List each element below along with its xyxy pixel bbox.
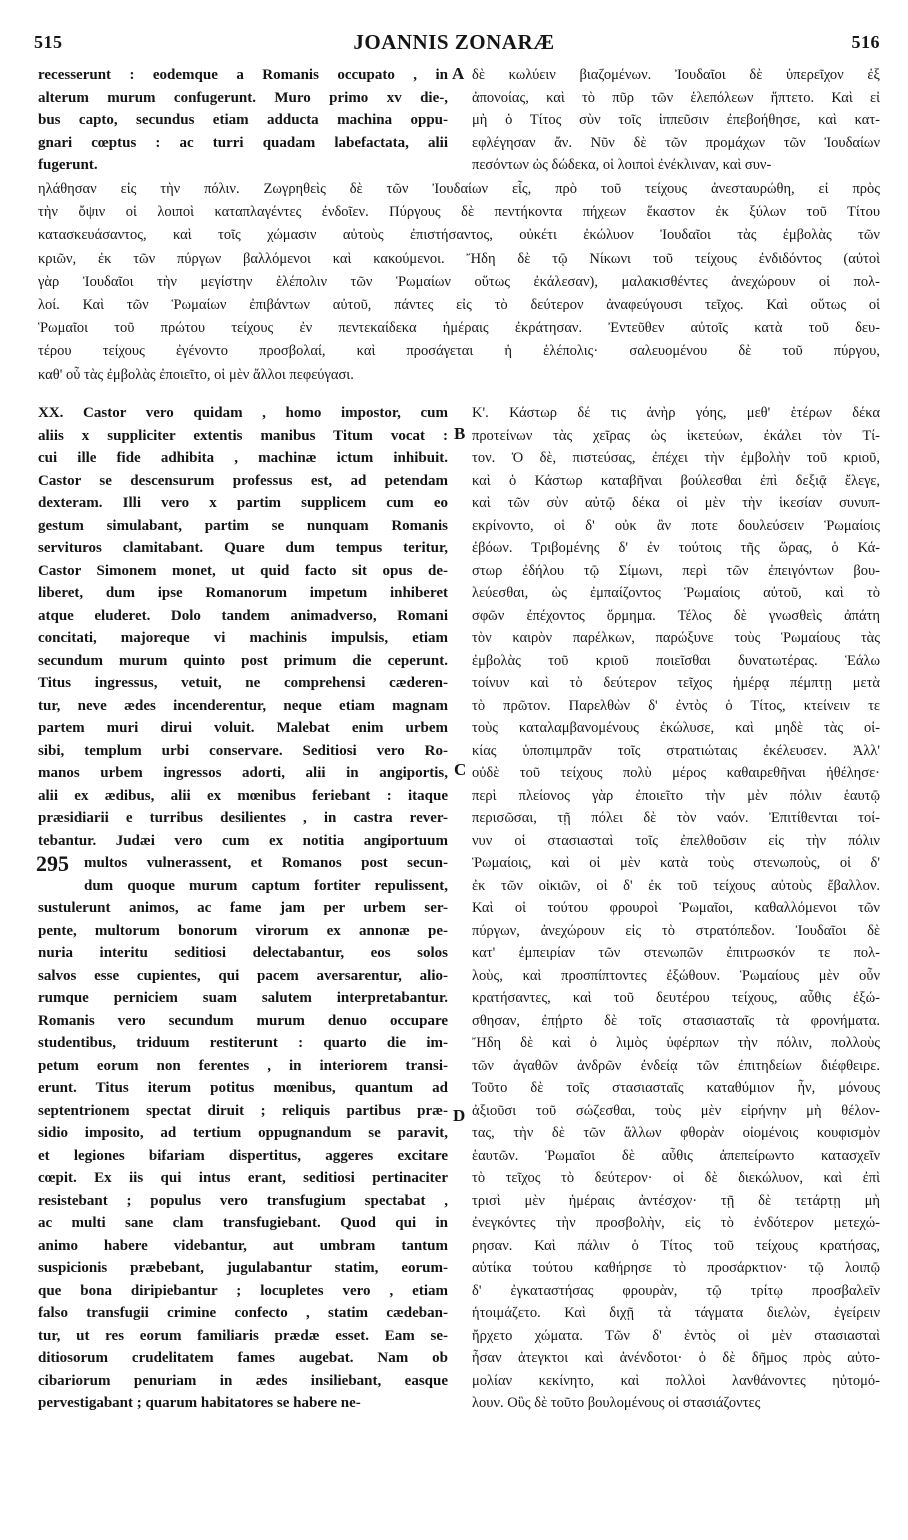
latin-line: resistebant ; populus vero transfugium spectabat , — [38, 1192, 448, 1209]
full-width-greek-block — [38, 178, 880, 387]
greek-line: τας, τὴν δὲ τῶν ἄλλων φθορὰν οἰομένοις κουφισμὸν — [472, 1125, 880, 1141]
latin-line: tebantur. Judæi vero cum ex notitia angiportuum — [38, 832, 448, 849]
greek-line: ἡτοιμάζετο. Καὶ διχῇ τὰ τάγματα διελὼν, ἐγείρειν — [472, 1305, 880, 1321]
latin-line: salvos esse cupientes, qui pacem aversarentur, alio- — [38, 967, 448, 984]
greek-line: προτείνων τὰς χεῖρας ὡς ἱκετεύων, ἐκάλει τὸν Τί- — [472, 427, 880, 444]
greek-line: ἦσαν ἀτεγκτοι καὶ ἀνένδοτοι· ὁ δὲ δῆμος πρὸς αὐτο- — [472, 1350, 880, 1366]
latin-line: alii ex ædibus, alii ex mœnibus feriebant : itaque — [38, 787, 448, 804]
margin-marker-d: D — [453, 1106, 466, 1125]
greek-line: ἐβόων. Τριβομένης δ' ἐν τούτοις τῆς ὥρας, ὁ Κά- — [472, 540, 880, 556]
greek-line: Ἤδη δὲ καὶ ὁ λιμὸς ὑφέρπων τὴν πόλιν, πολλοὺς — [472, 1035, 880, 1051]
greek-line: κριῶν, ἐκ τῶν πύργων βαλλόμενοι καὶ κακούμενοι. Ἤδη δὲ τῷ Νίκωνι τοῦ τείχους ἐνδιδόντος (αὐτοὶ — [38, 250, 880, 267]
greek-line: στωρ ἐδήλου τῷ Σίμωνι, περὶ τῶν ἐπειγόντων βου- — [472, 562, 880, 579]
latin-line: gnari cœptus : ac turri quadam labefactata, alii — [38, 134, 448, 151]
margin-marker-c: C — [454, 760, 467, 779]
greek-line: τοὺς καταλαμβανομένους ἐκώλυσε, καὶ μηδὲ τὰς οἰ- — [472, 720, 880, 736]
greek-line: τὸ πρῶτον. Παρελθὼν δ' ἐντὸς ὁ Τίτος, κτείνειν τε — [472, 697, 880, 714]
latin-line: ac multi sane clam transfugiebant. Quod qui in — [38, 1215, 448, 1231]
latin-line: suspicionis præbebant, jugulabantur statim, eorum- — [38, 1260, 448, 1276]
greek-line: Τοῦτο δὲ τοῖς στασιασταῖς καταθύμιον ἦν, μόνους — [472, 1080, 880, 1096]
greek-line: κατ' ἐμπειρίαν τῶν στενωπῶν ἐπιτρωσκόν τε πολ- — [472, 945, 880, 961]
latin-line: alterum murum confugerunt. Muro primo xv die-, — [38, 89, 448, 106]
latin-line: falso transfugii crimine confecto , statim cædeban- — [38, 1305, 448, 1321]
latin-line: que bona diripiebantur ; locupletes vero , etiam — [38, 1282, 448, 1299]
latin-line: secundum murum quinto post primum die ceperunt. — [38, 652, 448, 669]
greek-line: σθησαν, ἐπῄρτο δὲ τοῖς στασιασταῖς τὰ φρονήματα. — [472, 1012, 880, 1029]
running-title: JOANNIS ZONARÆ — [353, 30, 555, 54]
latin-line: cibariorum penuriam in ædes insiliebant, easque — [38, 1372, 448, 1389]
latin-line: nuria interitu seditiosi delectabantur, eos solos — [38, 945, 448, 961]
greek-line: ἐμβολὰς τοῦ κριοῦ ποιεῖσθαι δυνατωτέρας. Ἑάλω — [472, 652, 880, 669]
latin-line: Castor Simonem monet, ut quid facto sit opus de- — [38, 562, 448, 579]
latin-line: Castor se descensurum professus est, ad petendam — [38, 472, 448, 489]
greek-line: ἤρχετο χώματα. Τῶν δ' ἐντὸς οἱ μὲν στασιασταὶ — [472, 1327, 880, 1344]
greek-line: εφλέγησαν ἄν. Νῦν δὲ τῶν προμάχων τῶν Ἰουδαίων — [472, 134, 880, 151]
greek-line: Καὶ οἱ τούτου φρουροὶ Ῥωμαῖοι, καθαλλόμενοι τῶν — [472, 900, 880, 916]
greek-line: πύργων, ἀνεχώρουν εἰς τὸ στρατόπεδον. Ἰουδαῖοι δὲ — [472, 922, 880, 939]
latin-line: gestum simulabant, partim se nunquam Romanis — [38, 517, 448, 534]
greek-line: Κ'. Κάστωρ δέ τις ἀνὴρ γόης, μεθ' ἑτέρων δέκα — [472, 405, 880, 421]
latin-line: pente, multorum bonorum virorum ex annonæ pe- — [38, 922, 448, 939]
greek-line: νυν οἱ στασιασταὶ τοῖς ἐπελθοῦσιν εἰς τὴν πόλιν — [472, 832, 880, 849]
margin-marker-b: B — [454, 424, 466, 443]
page-number-left: 515 — [34, 32, 63, 52]
greek-line: δὲ κωλύειν βιαζομένων. Ἰουδαῖοι δὲ ὑπερεῖχον ἐξ — [472, 67, 880, 83]
latin-line: fugerunt. — [38, 157, 98, 173]
greek-line: ρησαν. Καὶ πάλιν ὁ Τίτος τοῦ τείχους κρατήσας, — [472, 1237, 880, 1254]
greek-line: λουν. Οὓς δὲ τοῦτο βουλομένους οἱ στασιάζοντες — [472, 1395, 761, 1411]
latin-line: rumque perniciem suam salutem interpretabantur. — [38, 990, 448, 1006]
greek-body-column — [472, 402, 880, 1415]
top-latin-column — [38, 64, 448, 177]
greek-line: οὐδὲ τοῦ τείχους πολὺ μέρος καθαιρεθῆναι ἠθέλησε· — [472, 765, 880, 781]
latin-line: petum eorum non ferentes , in interiorem transi- — [38, 1057, 448, 1074]
latin-line: dum quoque murum captum fortiter repulissent, — [84, 877, 448, 894]
latin-line: dexteram. Illi vero x partim supplicem cum eo — [38, 495, 448, 511]
greek-line: τὸν καιρὸν παρέλκων, παρώξυνε τοὺς Ῥωμαίους τὰς — [472, 630, 880, 646]
greek-line: σφῶν ἐπέχοντος ὅρμημα. Τέλος δὲ γνωσθεὶς ἀπάτη — [472, 607, 880, 624]
greek-line: καὶ τῶν σὺν αὐτῷ δέκα οἱ μὲν τὴν ἱκεσίαν συνυπ- — [472, 495, 880, 511]
greek-line: τὸ τεῖχος τὸ δεύτερον· οἱ δὲ διεκώλυον, καὶ ἐπὶ — [472, 1170, 880, 1186]
greek-line: τον. Ὁ δὲ, πιστεύσας, ἐπέχει τὴν ἐμβολὴν τοῦ κριοῦ, — [472, 450, 880, 466]
latin-line: sidio imposito, ad tertium oppugnandum se paravit, — [38, 1125, 448, 1141]
greek-line: κατασκευάσαντος, καὶ τοῖς χώμασιν αὐτοὺς ἐπιστήσαντος, οὐκέτι ἐκώλυον Ἰουδαῖοι τὰς ἐμβολὰς τῶν — [38, 227, 880, 244]
page-number-right: 516 — [851, 32, 880, 52]
top-greek-column — [472, 64, 880, 177]
greek-line: ἀξιοῦσι τοῦ σώζεσθαι, τοὺς μὲν εἰρήνην μὴ θέλον- — [472, 1102, 880, 1119]
latin-line: liberet, dum ipse Romanorum impetum inhiberet — [38, 585, 448, 601]
latin-line: manos urbem ingressos adorti, alii in angiportis, — [38, 765, 448, 781]
greek-line: εκρίνοντο, οἱ δ' οὐκ ἂν ποτε δουλεύσειν Ῥωμαίοις — [472, 517, 880, 534]
latin-line: XX. Castor vero quidam , homo impostor, cum — [38, 405, 448, 421]
latin-line: sustulerunt animos, ac fame jam per urbem ser- — [38, 900, 448, 916]
greek-line: ἀπονοίας, καὶ τὸ πῦρ τῶν ἑλεπόλεων ἥπτετο. Καὶ εἰ — [472, 89, 880, 106]
latin-line: cui ille fide adhibita , machinæ ictum inhibuit. — [38, 450, 448, 466]
greek-line: ἐνεγκόντες τὴν προσβολὴν, εἰς τὸ ἐνδότερον μετεχώ- — [472, 1215, 880, 1231]
greek-line: λεύεσθαι, ὡς ἐμπαίζοντος Ῥωμαίοις αὐτοῦ, καὶ τὸ — [472, 585, 880, 601]
latin-line: præsidiarii e turribus desilientes , in castra rever- — [38, 810, 448, 826]
latin-line: aliis x suppliciter extentis manibus Titum vocat : — [38, 427, 448, 444]
greek-line: τέρου τείχους ἐγένοντο προσβολαί, καὶ προσάγεται ἡ ἑλέπολις· σαλευομένου δὲ τοῦ πύργου, — [38, 343, 880, 360]
latin-line: multos vulnerassent, et Romanos post secun- — [84, 855, 448, 871]
greek-line: ἑαυτῶν. Ῥωμαῖοι δὲ αὖθις ἀπεπείρωντο κατασχεῖν — [472, 1147, 880, 1164]
side-page-number: 295 — [36, 851, 69, 876]
latin-line: recesserunt : eodemque a Romanis occupato , in — [38, 67, 448, 83]
latin-line: studentibus, triduum restiterunt : quarto die im- — [38, 1035, 448, 1051]
latin-line: partem muri dirui voluit. Malebat enim urbem — [38, 720, 448, 736]
latin-line: concitati, majoreque vi machinis impulsis, etiam — [38, 630, 448, 646]
greek-line: λοὺς, καὶ προσπίπτοντες ἐξώθουν. Ῥωμαίους μὲν οὖν — [472, 967, 880, 984]
latin-line: et legiones bifariam dispertitus, aggeres excitare — [38, 1147, 448, 1164]
greek-line: πεσόντων ὡς δώδεκα, οἱ λοιποὶ ἐνέκλιναν, καὶ συν- — [472, 157, 772, 173]
latin-line: septentrionem spectat diruit ; reliquis partibus præ- — [38, 1102, 448, 1119]
greek-line: μολίαν κεκίνητο, καὶ πολλοὶ λανθάνοντες ηὐτομό- — [472, 1372, 880, 1389]
latin-line: atque eluderet. Dolo tandem animadverso, Romani — [38, 607, 448, 624]
greek-line: ἐκ τῶν οἰκιῶν, οἱ δ' ἐκ τοῦ τείχους αὐτοὺς ἔβαλλον. — [472, 877, 880, 894]
greek-line: τοίνυν καὶ τὸ δεύτερον τεῖχος ἡμέρᾳ πέμπτῃ μετὰ — [472, 675, 880, 691]
latin-line: animo habere videbantur, aut umbram tantum — [38, 1237, 448, 1254]
greek-line: τὴν ὄψιν οἱ λοιποὶ καταπλαγέντες ἐνδοῖεν. Πύργους δὲ πεντήκοντα πήχεων ἕκαστον ἐκ ξύλων τοῦ Τίτου — [38, 204, 880, 221]
latin-line: tur, ut res eorum familiaris prædæ esset. Eam se- — [38, 1327, 448, 1344]
latin-line: sibi, templum urbi conservare. Seditiosi vero Ro- — [38, 742, 448, 759]
greek-line: καθ' οὗ τὰς ἐμβολὰς ἐποιεῖτο, οἱ μὲν ἄλλοι πεφεύγασι. — [38, 366, 354, 383]
greek-line: αὐτίκα τούτου καθήρησε τὸ προσάρκτιον· τῷ λοιπῷ — [472, 1260, 880, 1276]
greek-line: κίας ὑποπιμπρᾶν τοῖς στρατιώταις ἐκέλευσεν. Ἀλλ' — [472, 742, 880, 759]
latin-line: ditiosorum crudelitatem fames augebat. Nam ob — [38, 1350, 448, 1366]
margin-marker-a: A — [452, 64, 465, 83]
latin-line: Romanis vero secundum murum denuo occupare — [38, 1012, 448, 1029]
latin-line: cœpit. Ex iis qui intus erant, seditiosi pertinaciter — [38, 1170, 448, 1186]
greek-line: ηλάθησαν εἰς τὴν πόλιν. Ζωγρηθεὶς δὲ τῶν Ἰουδαίων εἷς, πρὸ τοῦ τείχους ἀνεσταυρώθη, εἰ πρὸς — [38, 181, 880, 197]
latin-body-column — [38, 402, 448, 1415]
page-header — [0, 26, 908, 56]
latin-line: pervestigabant ; quarum habitatores se habere ne- — [38, 1395, 361, 1411]
greek-line: καὶ ὁ Κάστωρ καταβῆναι βούλεσθαι ἐπὶ δεξιᾷ ἔλεγε, — [472, 472, 880, 489]
greek-line: γὰρ Ἰουδαῖοι τὴν μεγίστην ἑλέπολιν τῶν Ῥωμαίων οὕτως ἐκάλεσαν), μαλακισθέντες ἀνεχώρουν οἱ πολ- — [38, 273, 880, 290]
greek-line: τρισὶ μὲν ἡμέραις ἀντέσχον· τῇ δὲ τετάρτῃ μὴ — [472, 1192, 880, 1209]
greek-line: Ῥωμαῖοι τοῦ πρώτου τείχους ἐν πεντεκαίδεκα ἡμέραις ἐκράτησαν. Ἐντεῦθεν αὐτοῖς κατὰ τοῦ δευ- — [38, 320, 880, 337]
greek-line: Ῥωμαίοις, καὶ οἱ μὲν κατὰ τοὺς στενωποὺς, οἱ δ' — [472, 855, 880, 871]
greek-line: περὶ πλείονος γὰρ ἐποιεῖτο τὴν μὲν πόλιν ἑαυτῷ — [472, 787, 880, 804]
latin-line: Titus ingressus, vetuit, ne comprehensi cæderen- — [38, 675, 448, 691]
greek-line: λοί. Καὶ τῶν Ῥωμαίων ἐπιβάντων αὐτοῦ, πάντες εἰς τὸ δεύτερον ἀναφεύγουσι τεῖχος. Καὶ οὕτως οἱ — [38, 296, 880, 313]
greek-line: περισῶσαι, τῇ πόλει δὲ τὸν ναόν. Ἐπιτίθενται τοί- — [472, 810, 880, 826]
latin-line: tur, neve ædes incenderentur, neque etiam magnam — [38, 697, 448, 714]
latin-line: bus capto, secundus etiam adducta machina oppu- — [38, 112, 448, 128]
greek-line: τῶν ἀγαθῶν ἀνδρῶν ἐνδείᾳ τῶν ἐπιτηδείων διέφθειρε. — [472, 1057, 880, 1074]
greek-line: κρατήσαντες, καὶ τοῦ δευτέρου τείχους, αὖθις ἐξώ- — [472, 990, 880, 1006]
greek-line: δ' ἐγκαταστήσας φρουρὰν, τῷ τρίτῳ προσβαλεῖν — [472, 1282, 880, 1299]
greek-line: μὴ ὁ Τίτος σὺν τοῖς ἱππεῦσιν ἐπεβοήθησε, καὶ κατ- — [472, 112, 880, 128]
latin-line: erunt. Titus iterum potitus mœnibus, quantum ad — [38, 1080, 448, 1096]
latin-line: servituros clamitabant. Quare dum tempus teritur, — [38, 540, 448, 556]
